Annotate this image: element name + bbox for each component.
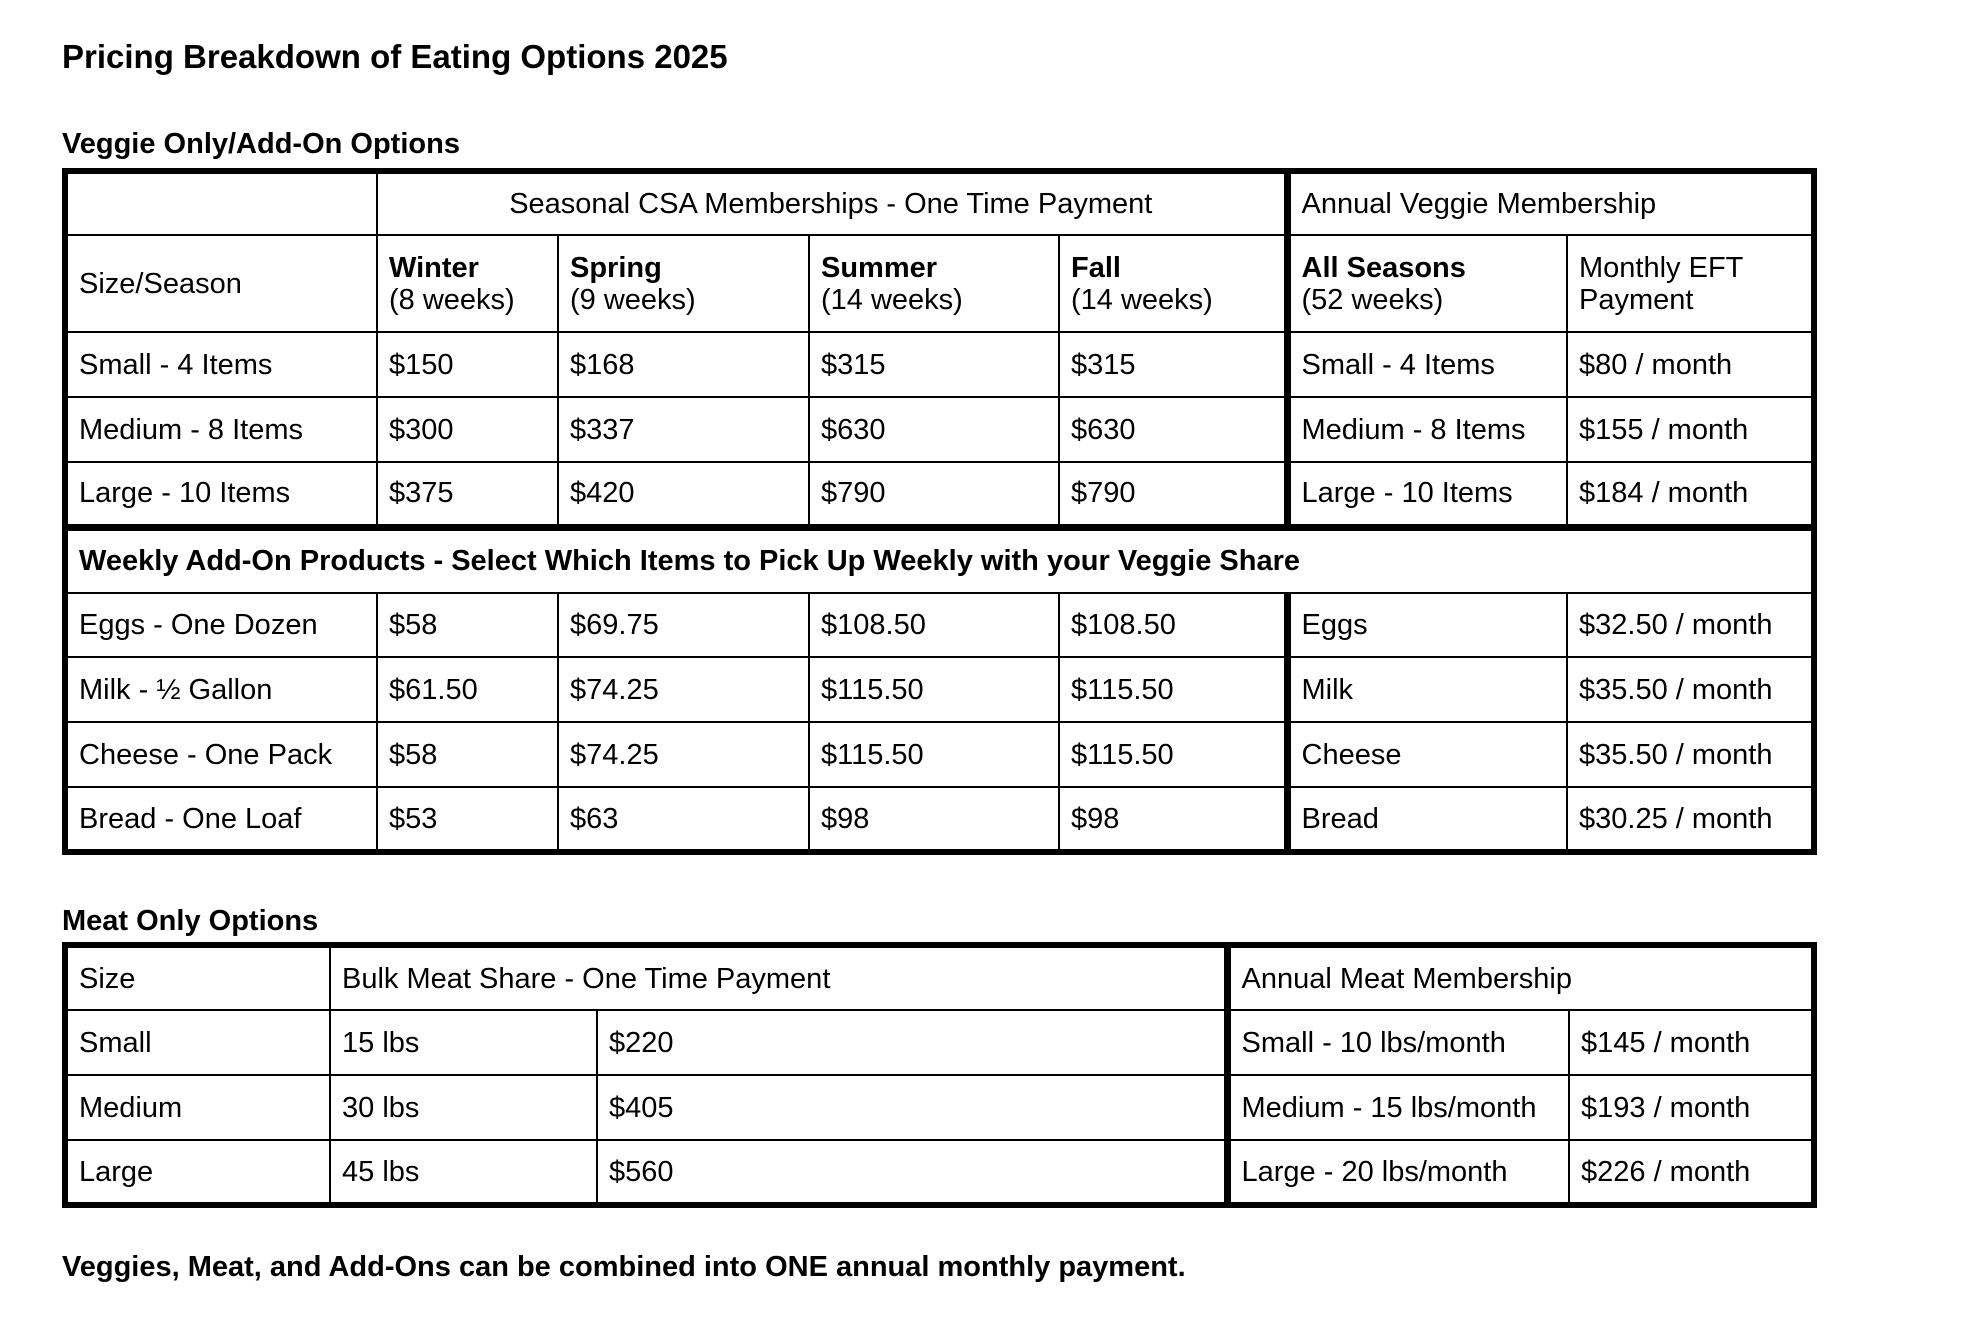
product-cell: Bread - One Loaf bbox=[65, 787, 377, 852]
annual-meat-header: Annual Meat Membership bbox=[1227, 945, 1814, 1010]
annual-product-cell: Milk bbox=[1287, 657, 1567, 722]
annual-size-cell: Small - 4 Items bbox=[1287, 332, 1567, 397]
price-cell: $315 bbox=[1059, 332, 1287, 397]
size-cell: Large - 10 Items bbox=[65, 462, 377, 527]
price-cell: $98 bbox=[1059, 787, 1287, 852]
monthly-cell: $35.50 / month bbox=[1567, 657, 1814, 722]
monthly-cell: $155 / month bbox=[1567, 397, 1814, 462]
table-row bbox=[65, 787, 1814, 852]
annual-meat-cell: Large - 20 lbs/month bbox=[1227, 1140, 1569, 1205]
price-cell: $98 bbox=[809, 787, 1059, 852]
weight-cell: 30 lbs bbox=[330, 1075, 597, 1140]
annual-product-cell: Cheese bbox=[1287, 722, 1567, 787]
seasonal-header: Seasonal CSA Memberships - One Time Payment bbox=[377, 171, 1287, 235]
season-header-fall: Fall (14 weeks) bbox=[1059, 235, 1287, 332]
table-row bbox=[65, 1010, 1814, 1075]
price-cell: $375 bbox=[377, 462, 558, 527]
empty-corner-cell bbox=[65, 171, 377, 235]
monthly-cell: $145 / month bbox=[1569, 1010, 1814, 1075]
price-cell: $790 bbox=[809, 462, 1059, 527]
monthly-cell: $184 / month bbox=[1567, 462, 1814, 527]
monthly-cell: $80 / month bbox=[1567, 332, 1814, 397]
price-cell: $53 bbox=[377, 787, 558, 852]
table-row bbox=[65, 462, 1814, 527]
price-cell: $420 bbox=[558, 462, 809, 527]
product-cell: Eggs - One Dozen bbox=[65, 593, 377, 657]
monthly-eft-header: Monthly EFT Payment bbox=[1567, 235, 1814, 332]
bulk-meat-header: Bulk Meat Share - One Time Payment bbox=[330, 945, 1227, 1010]
season-header-row bbox=[65, 235, 1814, 332]
weight-cell: 45 lbs bbox=[330, 1140, 597, 1205]
veggie-pricing-table bbox=[62, 168, 1817, 855]
annual-size-cell: Medium - 8 Items bbox=[1287, 397, 1567, 462]
monthly-cell: $32.50 / month bbox=[1567, 593, 1814, 657]
price-cell: $150 bbox=[377, 332, 558, 397]
size-cell: Large bbox=[65, 1140, 330, 1205]
footer-note: Veggies, Meat, and Add-Ons can be combined into ONE annual monthly payment. bbox=[62, 1251, 1186, 1283]
price-cell: $108.50 bbox=[809, 593, 1059, 657]
meat-pricing-table bbox=[62, 942, 1817, 1208]
price-cell: $108.50 bbox=[1059, 593, 1287, 657]
price-cell: $69.75 bbox=[558, 593, 809, 657]
meat-section-label: Meat Only Options bbox=[62, 905, 319, 937]
table-row bbox=[65, 1075, 1814, 1140]
season-header-winter: Winter (8 weeks) bbox=[377, 235, 558, 332]
size-cell: Medium - 8 Items bbox=[65, 397, 377, 462]
table-row bbox=[65, 1140, 1814, 1205]
price-cell: $220 bbox=[597, 1010, 1227, 1075]
price-cell: $168 bbox=[558, 332, 809, 397]
size-cell: Small bbox=[65, 1010, 330, 1075]
size-season-label: Size/Season bbox=[65, 235, 377, 332]
price-cell: $115.50 bbox=[1059, 722, 1287, 787]
table-header-row bbox=[65, 945, 1814, 1010]
addon-header-row bbox=[65, 527, 1814, 593]
season-header-spring: Spring (9 weeks) bbox=[558, 235, 809, 332]
price-cell: $560 bbox=[597, 1140, 1227, 1205]
price-cell: $63 bbox=[558, 787, 809, 852]
annual-veggie-header: Annual Veggie Membership bbox=[1287, 171, 1814, 235]
product-cell: Cheese - One Pack bbox=[65, 722, 377, 787]
price-cell: $115.50 bbox=[809, 657, 1059, 722]
price-cell: $58 bbox=[377, 593, 558, 657]
price-cell: $74.25 bbox=[558, 657, 809, 722]
season-header-all: All Seasons (52 weeks) bbox=[1287, 235, 1567, 332]
weight-cell: 15 lbs bbox=[330, 1010, 597, 1075]
product-cell: Milk - ½ Gallon bbox=[65, 657, 377, 722]
meat-size-header: Size bbox=[65, 945, 330, 1010]
price-cell: $58 bbox=[377, 722, 558, 787]
price-cell: $337 bbox=[558, 397, 809, 462]
price-cell: $630 bbox=[809, 397, 1059, 462]
price-cell: $405 bbox=[597, 1075, 1227, 1140]
annual-meat-cell: Medium - 15 lbs/month bbox=[1227, 1075, 1569, 1140]
price-cell: $74.25 bbox=[558, 722, 809, 787]
table-row bbox=[65, 657, 1814, 722]
season-header-summer: Summer (14 weeks) bbox=[809, 235, 1059, 332]
table-row bbox=[65, 397, 1814, 462]
table-row bbox=[65, 722, 1814, 787]
price-cell: $115.50 bbox=[1059, 657, 1287, 722]
annual-size-cell: Large - 10 Items bbox=[1287, 462, 1567, 527]
addon-header: Weekly Add-On Products - Select Which Items to Pick Up Weekly with your Veggie Share bbox=[65, 527, 1814, 593]
price-cell: $630 bbox=[1059, 397, 1287, 462]
price-cell: $300 bbox=[377, 397, 558, 462]
monthly-cell: $226 / month bbox=[1569, 1140, 1814, 1205]
price-cell: $790 bbox=[1059, 462, 1287, 527]
price-cell: $115.50 bbox=[809, 722, 1059, 787]
table-header-row bbox=[65, 171, 1814, 235]
veggie-section-label: Veggie Only/Add-On Options bbox=[62, 128, 460, 160]
annual-product-cell: Bread bbox=[1287, 787, 1567, 852]
monthly-cell: $193 / month bbox=[1569, 1075, 1814, 1140]
monthly-cell: $30.25 / month bbox=[1567, 787, 1814, 852]
annual-meat-cell: Small - 10 lbs/month bbox=[1227, 1010, 1569, 1075]
size-cell: Medium bbox=[65, 1075, 330, 1140]
price-cell: $61.50 bbox=[377, 657, 558, 722]
table-row bbox=[65, 593, 1814, 657]
annual-product-cell: Eggs bbox=[1287, 593, 1567, 657]
price-cell: $315 bbox=[809, 332, 1059, 397]
size-cell: Small - 4 Items bbox=[65, 332, 377, 397]
table-row bbox=[65, 332, 1814, 397]
monthly-cell: $35.50 / month bbox=[1567, 722, 1814, 787]
page-title: Pricing Breakdown of Eating Options 2025 bbox=[62, 38, 728, 75]
